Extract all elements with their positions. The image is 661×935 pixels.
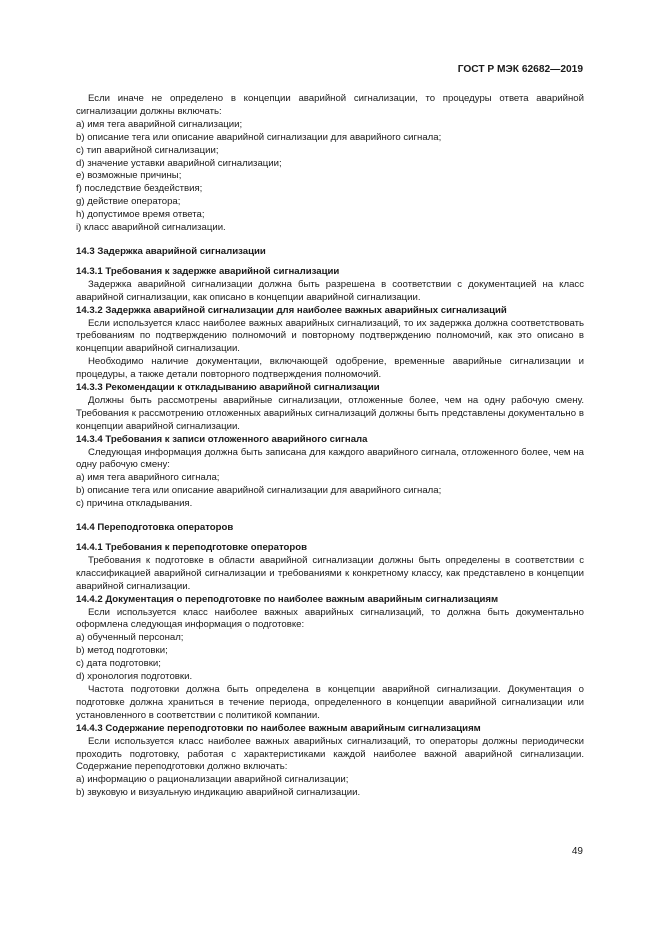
list-item: e) возможные причины; [76,170,182,182]
page-number: 49 [571,846,583,857]
subsection-heading-14-4-2: 14.4.2 Документация о переподготовке по наиболее важным аварийным сигнализациям [76,593,499,605]
list-item: c) тип аварийной сигнализации; [76,144,219,156]
paragraph: Если используется класс наиболее важных аварийных сигнализаций, то должна быть документально оформлена следующая информация о подготовке: [76,606,584,631]
section-heading-14-3: 14.3 Задержка аварийной сигнализации [76,245,266,257]
list-item: a) информацию о рационализации аварийной сигнализации; [76,774,349,786]
list-item: f) последствие бездействия; [76,183,203,195]
list-item: b) описание тега или описание аварийной сигнализации для аварийного сигнала; [76,485,442,497]
subsection-heading-14-3-1: 14.3.1 Требования к задержке аварийной сигнализации [76,265,340,277]
list-item: c) причина откладывания. [76,498,193,510]
list-item: i) класс аварийной сигнализации. [76,222,226,234]
subsection-heading-14-3-4: 14.3.4 Требования к записи отложенного аварийного сигнала [76,433,368,445]
document-header: ГОСТ Р МЭК 62682—2019 [457,64,583,75]
subsection-heading-14-3-3: 14.3.3 Рекомендации к откладыванию аварийной сигнализации [76,382,380,394]
page-content [76,93,584,800]
training-info-list [76,632,584,684]
intro-list [76,119,584,235]
list-item: b) звуковую и визуальную индикацию аварийной сигнализации. [76,787,361,799]
list-item: a) имя тега аварийного сигнала; [76,472,220,484]
list-item: a) имя тега аварийной сигнализации; [76,118,243,130]
list-item: c) дата подготовки; [76,658,161,670]
list-item: h) допустимое время ответа; [76,209,205,221]
subsection-heading-14-3-2: 14.3.2 Задержка аварийной сигнализации для наиболее важных аварийных сигнализаций [76,304,507,316]
subsection-heading-14-4-1: 14.4.1 Требования к переподготовке операторов [76,542,308,553]
paragraph: Следующая информация должна быть записана для каждого аварийного сигнала, отложенного более, чем на одну рабочую смену: [76,446,584,471]
list-item: d) значение уставки аварийной сигнализации; [76,157,282,169]
list-item: a) обученный персонал; [76,632,184,644]
paragraph: Частота подготовки должна быть определена в концепции аварийной сигнализации. Документация о подготовке должна храниться в течение периода, определенного в концепции аварийной сигнализации или установленного в соответствии с политикой компании. [76,683,584,721]
list-item: b) метод подготовки; [76,645,168,657]
list-item: g) действие оператора; [76,196,181,208]
paragraph: Требования к подготовке в области аварийной сигнализации должны быть определены в соответствии с классификацией аварийной сигнализации и требованиями к конкретному классу, как представлено в концепции аварийной сигнализации. [76,554,584,592]
paragraph: Задержка аварийной сигнализации должна быть разрешена в соответствии с документацией на класс аварийной сигнализации, как описано в концепции аварийной сигнализации. [76,278,584,303]
list-item: b) описание тега или описание аварийной сигнализации для аварийного сигнала; [76,131,442,143]
training-content-list [76,774,584,800]
paragraph: Необходимо наличие документации, включающей одобрение, временные аварийные сигнализации и процедуры, а также детали повторного подтверждения полномочий. [76,356,584,381]
list-item: d) хронология подготовки. [76,671,193,683]
paragraph: Должны быть рассмотрены аварийные сигнализации, отложенные более, чем на одну рабочую смену. Требования к рассмотрению отложенных аварийных сигнализаций должны быть представлены документально в концепции аварийной сигнализации. [76,394,584,432]
intro-paragraph: Если иначе не определено в концепции аварийной сигнализации, то процедуры ответа аварийной сигнализации должны включать: [76,93,584,117]
record-list [76,472,584,511]
subsection-heading-14-4-3: 14.4.3 Содержание переподготовки по наиболее важным аварийным сигнализациям [76,722,481,734]
section-heading-14-4: 14.4 Переподготовка операторов [76,522,234,534]
paragraph: Если используется класс наиболее важных аварийных сигнализаций, то их задержка должна соответствовать требованиям по подтверждению полномочий и повторному подтверждению полномочий, как это описано в концепции аварийной сигнализации. [76,317,584,355]
paragraph: Если используется класс наиболее важных аварийных сигнализаций, то операторы должны периодически проходить подготовку, работая с характеристиками каждой наиболее важной аварийной сигнализации. Содержание переподготовки должно включать: [76,735,584,773]
